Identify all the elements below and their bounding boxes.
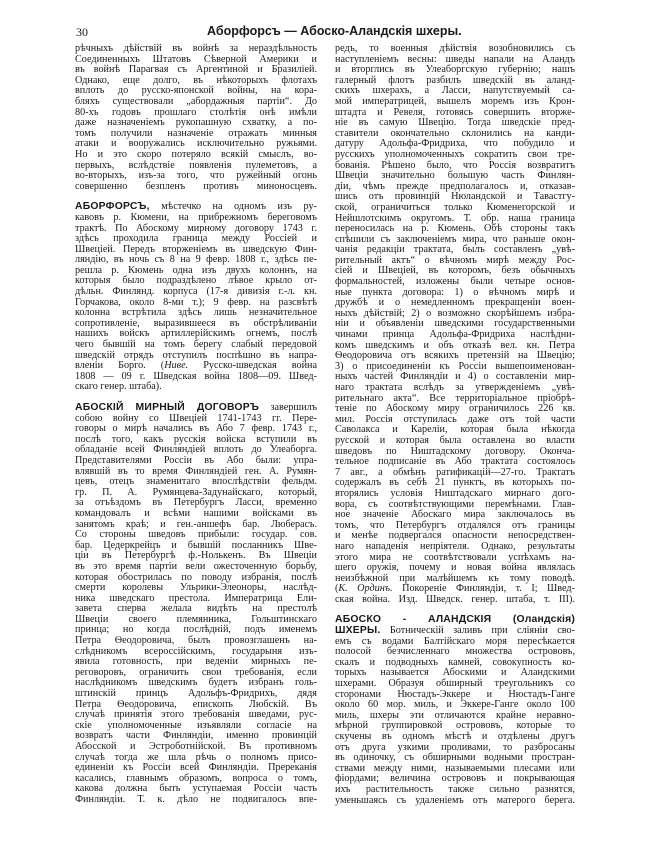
text-line: 1808 — 09 г. Шведская война 1808—09. Швед- [75, 370, 317, 382]
text-line: Но и это скоро потеряло всякій смыслъ, во- [75, 148, 317, 160]
text-line: рительнаго акта“. Все территоріальное пріобрѣ- [335, 392, 575, 404]
author-citation: К. Ординъ. [338, 583, 393, 595]
text-line: сіей и Швеціей, въ которомъ, безъ обычныхъ [335, 265, 575, 277]
text-line: переносилась на р. Кюмень. Обѣ стороны такъ [335, 223, 575, 235]
text-line: ціи въ Петербургѣ ф.-Нолькенъ. Въ Швеціи [75, 550, 317, 562]
text-line: вплоть до русско-японской войны, на кора- [75, 85, 317, 97]
text-run: вленіи Борго. ( [75, 360, 165, 372]
text-line: даже назначеніемъ рукопашную схватку, а по- [75, 117, 317, 129]
text-line: дружбѣ и о немедленномъ прекращеніи воен- [335, 297, 575, 309]
text-line: въ это время партіи вели ожесточенную борьбу, [75, 560, 317, 572]
text-line: гр. П. А. Румянцева-Задунайскаго, который, [75, 486, 317, 498]
text-line: которая обострилась по поводу избранія, послѣ [75, 571, 317, 583]
text-line: совершенно безпленъ противъ миноносцевъ. [75, 180, 317, 192]
entry-headword: АБОСКО - АЛАНДСКІЯ (Оландскія) [335, 614, 575, 626]
text-line: атаки и вооружались исключительно ружьями. [75, 138, 317, 150]
text-line: въ одиночку, съ обширными водными простран- [335, 752, 575, 764]
text-line: скіе уполномоченные изъявляли согласіе на [75, 719, 317, 731]
text-line: вора, съ соотвѣтствующими перемѣнами. Глав- [335, 498, 575, 510]
text-line: ніе въ самую Швецію. Тогда шведскіе пред- [335, 117, 575, 129]
text-run: Покореніе Финляндіи, т. I; Швед- [392, 583, 575, 595]
text-line: слѣдникомъ всероссійскимъ, государыня изъ- [75, 645, 317, 657]
text-line: ныхъ частей Финляндіи и 4) о составленіи мир- [335, 371, 575, 383]
running-title: Аборфорсъ — Абоско-Аландскія шхеры. [207, 24, 462, 38]
text-line: касались, главнымъ образомъ, вопроса о томъ, [75, 772, 317, 784]
text-line: явила готовность, при веденіи мирныхъ пе- [75, 656, 317, 668]
page-number: 30 [76, 25, 88, 39]
text-line: ніи и объявленіи шведскими государственными [335, 318, 575, 330]
text-line: Ѳеодоровича отъ всякихъ претензій на Швецію; [335, 350, 575, 362]
text-line: Нейшлотскимъ округомъ. Т. обр. наша граница [335, 212, 575, 224]
text-line: единеніи къ Россіи всей Финляндіи. Пререканія [75, 762, 317, 774]
text-line: Представителями Россіи въ Або были: упра- [75, 454, 317, 466]
text-line: ляндію, въ ночь съ 8 на 9 февр. 1808 г., здѣсь пе- [75, 254, 317, 266]
text-line: и менѣе подвергался опасности непосредствен- [335, 530, 575, 542]
text-line: миль, шхеры эти отличаются крайне неравно- [335, 709, 575, 721]
text-line: штадта и Ревеля, готовясь совершить вторже- [335, 106, 575, 118]
text-run: Ботническій заливъ при сліяніи сво- [380, 625, 575, 637]
text-line: Абосской и Эстроботнійской. Въ противномъ [75, 741, 317, 752]
text-line: которыя было подраздѣлено лѣвое крыло от- [75, 275, 317, 287]
text-line: торыхъ называется Абоскими и Аландскими [335, 667, 575, 679]
text-line: ихъ растительность также сильно разнятся, [335, 783, 575, 795]
text-line: этого мира не соотвѣтствовали успѣхамъ на- [335, 551, 575, 563]
continued-paragraph [335, 44, 575, 605]
text-line: русскихъ уполномоченныхъ сократить свои тре- [335, 148, 575, 160]
text-line: рительный актъ“ о вѣчномъ мирѣ между Рос- [335, 254, 575, 266]
text-line: тельное подписаніе въ Або трактата состоялось [335, 456, 575, 468]
text-line: ное значеніе Абоскаго мира заключалось въ [335, 509, 575, 521]
text-line: ные пункта договора: 1) о вѣчномъ мирѣ и [335, 286, 575, 298]
text-line: чанія редакціи трактата, былъ составленъ „увѣ- [335, 244, 575, 256]
text-line: цевъ, отецъ знаменитаго впослѣдствіи фельдм. [75, 476, 317, 488]
text-line: шведовъ по Ништадскому договору. Оконча- [335, 445, 575, 457]
text-line: русской и которая была оставлена во власти [335, 434, 575, 446]
text-line: Саволакса и Кареліи, которая была нѣкогда [335, 424, 575, 436]
text-line: скихъ шхерахъ, а Ласси, напутствуемый са- [335, 85, 575, 97]
text-line: полосой безчисленнаго множества острововъ, [335, 646, 575, 658]
text-line: колонна встрѣтила здѣсь лишь незначительное [75, 307, 317, 319]
text-line: около 60 мор. миль, и Эккере-Ганге около 100 [335, 699, 575, 711]
text-line: чего бывшій на томъ берегу слабый передовой [75, 339, 317, 351]
text-line: штинскій принцъ Адольфъ-Фридрихъ, дядя [75, 688, 317, 700]
text-line: ская война. Изд. Шведск. генер. штаба, т. III). [335, 593, 575, 605]
text-line: шего оружія, почему и новая война являлась [335, 562, 575, 574]
text-line: дѣльн. Финлянд. корпуса (17-я дивизія г.-л. кн. [75, 286, 317, 298]
text-line: бляхъ существовали „абордажныя партіи“. До [75, 95, 317, 107]
text-line: скаго генер. штаба). [75, 381, 162, 393]
text-line: и вторглись въ Улеаборгскую губернію; нашъ [335, 64, 575, 76]
text-line: комъ шведскимъ и объ отказѣ вел. кн. Петра [335, 339, 575, 351]
text-line: первыхъ, вслѣдствіе появленія пулеметовъ, а [75, 159, 317, 171]
text-line: командовалъ и всѣми нашими войсками въ [75, 507, 317, 519]
text-line: какова должна быть уступаемая Россіи часть [75, 783, 317, 795]
text-line: бар. Цедеркрейцъ и бывшій посланникъ Шве- [75, 539, 317, 551]
text-line: Соединенныхъ Штатовъ Сѣверной Америки и [75, 53, 317, 65]
text-line: решла р. Кюмень одна изъ двухъ колоннъ, на [75, 264, 317, 276]
text-line: здѣсь проходила граница между Россіей и [75, 233, 317, 245]
text-line: уменьшаясь съ удаленіемъ отъ матерого берега. [335, 794, 575, 806]
text-line: занятомъ краѣ; и ген.-аншефъ бар. Люберасъ. [75, 518, 317, 530]
article-paragraph [75, 44, 317, 192]
text-line: Швеціи значительно большую часть Финлян- [335, 170, 575, 182]
article-paragraph [75, 403, 317, 806]
text-line: Финляндіи. Т. к. дѣло не подвигалось впе- [75, 793, 317, 805]
entry-headword: ШХЕРЫ. [335, 625, 381, 637]
text-line: реговоровъ, ограничить свои требованія, если [75, 666, 317, 678]
text-line: шведскій отрядъ отступилъ поспѣшно въ напра- [75, 349, 317, 361]
text-line: послѣ того, какъ русскія войска вступили въ [75, 433, 317, 445]
text-line: чинами принца Адольфа-Фридриха наслѣдни- [335, 329, 575, 341]
text-line: томъ, что Петербургъ отдалялся отъ границы [335, 519, 575, 531]
text-line: фіордами; величина острововъ и покрывающая [335, 773, 575, 785]
text-line: вторялись условія Ништадскаго мирнаго дого- [335, 487, 575, 499]
text-line: наго трактата вслѣдъ за утвержденіемъ „увѣ- [335, 382, 575, 393]
text-line: емъ съ водами Балтійскаго моря пересѣкается [335, 635, 575, 647]
text-line: влявшій въ то время Финляндіей ген. А. Румян- [75, 465, 317, 477]
text-line: кавовъ р. Кюмени, на прибрежномъ береговомъ [75, 211, 317, 223]
text-line [75, 403, 317, 414]
text-line: сопротивленіе, выразившееся въ обстрѣливаніи [75, 317, 317, 329]
article-paragraph [335, 615, 575, 806]
text-line: редъ, то военныя дѣйствія возобновились съ [335, 43, 575, 54]
text-line: наступленіемъ весны: шведы напали на Аландъ [335, 53, 575, 65]
text-line: возвратъ части Финляндіи, именно провинцій [75, 730, 317, 742]
text-line: говоры о мирѣ начались въ Або 7 февр. 1743 г., [75, 423, 317, 435]
text-line: Горчакова, около 8-ми т.); 9 февр. на разсвѣтѣ [75, 296, 317, 308]
text-line: собою войну со Швеціей 1741-1743 гг. Пере- [75, 412, 317, 424]
text-run: мѣстечко на одномъ изъ ру- [149, 201, 317, 213]
text-line: 80-хъ годовъ прошлаго столѣтія онѣ имѣли [75, 106, 317, 118]
text-line: спѣшили съ заключеніемъ мира, что раньше окон- [335, 233, 575, 245]
text-line: случаѣ тогда же шла рѣчь о полномъ присо- [75, 751, 317, 763]
text-line: датуру Адольфа-Фридриха, что побудило и [335, 138, 575, 150]
text-line: ныхъ дѣйствій; 2) о возможно скорѣйшемъ избра- [335, 307, 575, 319]
text-line: 7 авг., а обмѣнъ ратификацій—27-го. Трактатъ [335, 466, 575, 478]
text-line: томъ получили назначеніе отражать минныя [75, 127, 317, 139]
text-line: случаѣ принятія этого требованія шведами, рус- [75, 709, 317, 721]
text-line: ской, ограничиться только Кюменегорской и [335, 201, 575, 213]
text-line: нашихъ войскъ артиллерійскимъ огнемъ, послѣ [75, 328, 317, 340]
text-line: Петра Ѳеодоровича, епископъ Любскій. Въ [75, 698, 317, 710]
text-line: мѣрной группировкой острововъ, которые то [335, 720, 575, 732]
text-line: за отъѣздомъ въ Петербургъ Ласси, временно [75, 497, 317, 509]
text-line: наслѣдникомъ шведскимъ будетъ избранъ голь- [75, 677, 317, 689]
text-line: сторонами Нюстадъ-Эккере и Нюстадъ-Ганге [335, 688, 575, 700]
text-line: мой императрицей, вышелъ моремъ изъ Крон- [335, 95, 575, 107]
text-line: во-вторыхъ, изъ-за того, что ружейный огонь [75, 170, 317, 182]
text-line: принца; но когда послѣдній, подъ именемъ [75, 624, 317, 636]
text-line: обладаніе всей Финляндіей вплоть до Улеаборга. [75, 444, 317, 456]
right-column [335, 44, 575, 816]
text-run: ( [335, 583, 339, 595]
text-line: мил. Россія отступилась даже отъ той части [335, 413, 575, 425]
text-line: скалъ и подводныхъ камней, совокупность ко- [335, 656, 575, 668]
text-line: въ войнѣ Парагвая съ Аргентиной и Бразиліей. [75, 64, 317, 76]
article-paragraph [75, 202, 317, 393]
text-line: скучены въ одномъ мѣстѣ и отдѣлены другъ [335, 731, 575, 742]
text-line: смерти королевы Ульрики-Элеоноры, наслѣд- [75, 582, 317, 594]
text-line: содержалъ въ себѣ 21 пунктъ, въ которыхъ по- [335, 477, 575, 489]
text-line: Швеціей. Передъ вторженіемъ въ шведскую Фин- [75, 243, 317, 255]
text-line: галерный флотъ разбилъ шведскій въ аланд- [335, 74, 575, 86]
text-line: шхерами. Образуя обширный треугольникъ со [335, 678, 575, 690]
text-line: теніе по Абоскому миру ограничилось 226 кв. [335, 403, 575, 415]
text-run: Русско-шведская война [188, 360, 318, 372]
text-line: Петра Ѳеодоровича, былъ провозглашенъ на- [75, 635, 317, 647]
text-line: Со стороны шведовъ прибыли: государ. сов. [75, 529, 317, 541]
text-line: ставители окончательно склонились на канди- [335, 127, 575, 139]
text-line: ника шведскаго престола. Императрица Ели- [75, 592, 317, 604]
text-line: завета сперва желала видѣть на престолѣ [75, 603, 317, 615]
text-line: наго нападенія непріятеля. Однако, результаты [335, 540, 575, 552]
entry-headword: АБОСКІЙ МИРНЫЙ ДОГОВОРЪ [75, 402, 260, 413]
text-line: отъ друга узкими проливами, то разбросаны [335, 741, 575, 753]
text-line: ствами между ними, называемыми плесами или [335, 762, 575, 774]
text-line: трактѣ. По Абоскому мирному договору 1743 г. [75, 222, 317, 234]
text-line: Швеціи своего племянника, Гольштинскаго [75, 613, 317, 625]
text-line: Однако, еще долго, въ нѣкоторыхъ флотахъ [75, 74, 317, 86]
left-column [75, 44, 317, 816]
text-line: 3) о присоединеніи къ Россіи вышепоименован- [335, 360, 575, 372]
text-line: шись отъ провинцій Нюландской и Тавастгу- [335, 191, 575, 203]
text-line: діи, чѣмъ прежде предполагалось и, отказав- [335, 180, 575, 192]
author-citation: Ниве. [164, 360, 189, 372]
text-line: рѣчныхъ дѣйствій въ войнѣ за нераздѣльность [75, 43, 317, 54]
entry-headword: АБОРФОРСЪ, [75, 201, 150, 213]
text-run: завершилъ [259, 402, 317, 413]
text-line: бованія. Рѣшено было, что Россія возвратитъ [335, 159, 575, 171]
text-line: неизбѣжной при малѣйшемъ къ тому поводѣ. [335, 572, 575, 584]
text-line: формальностей, изложены были четыре основ- [335, 276, 575, 288]
